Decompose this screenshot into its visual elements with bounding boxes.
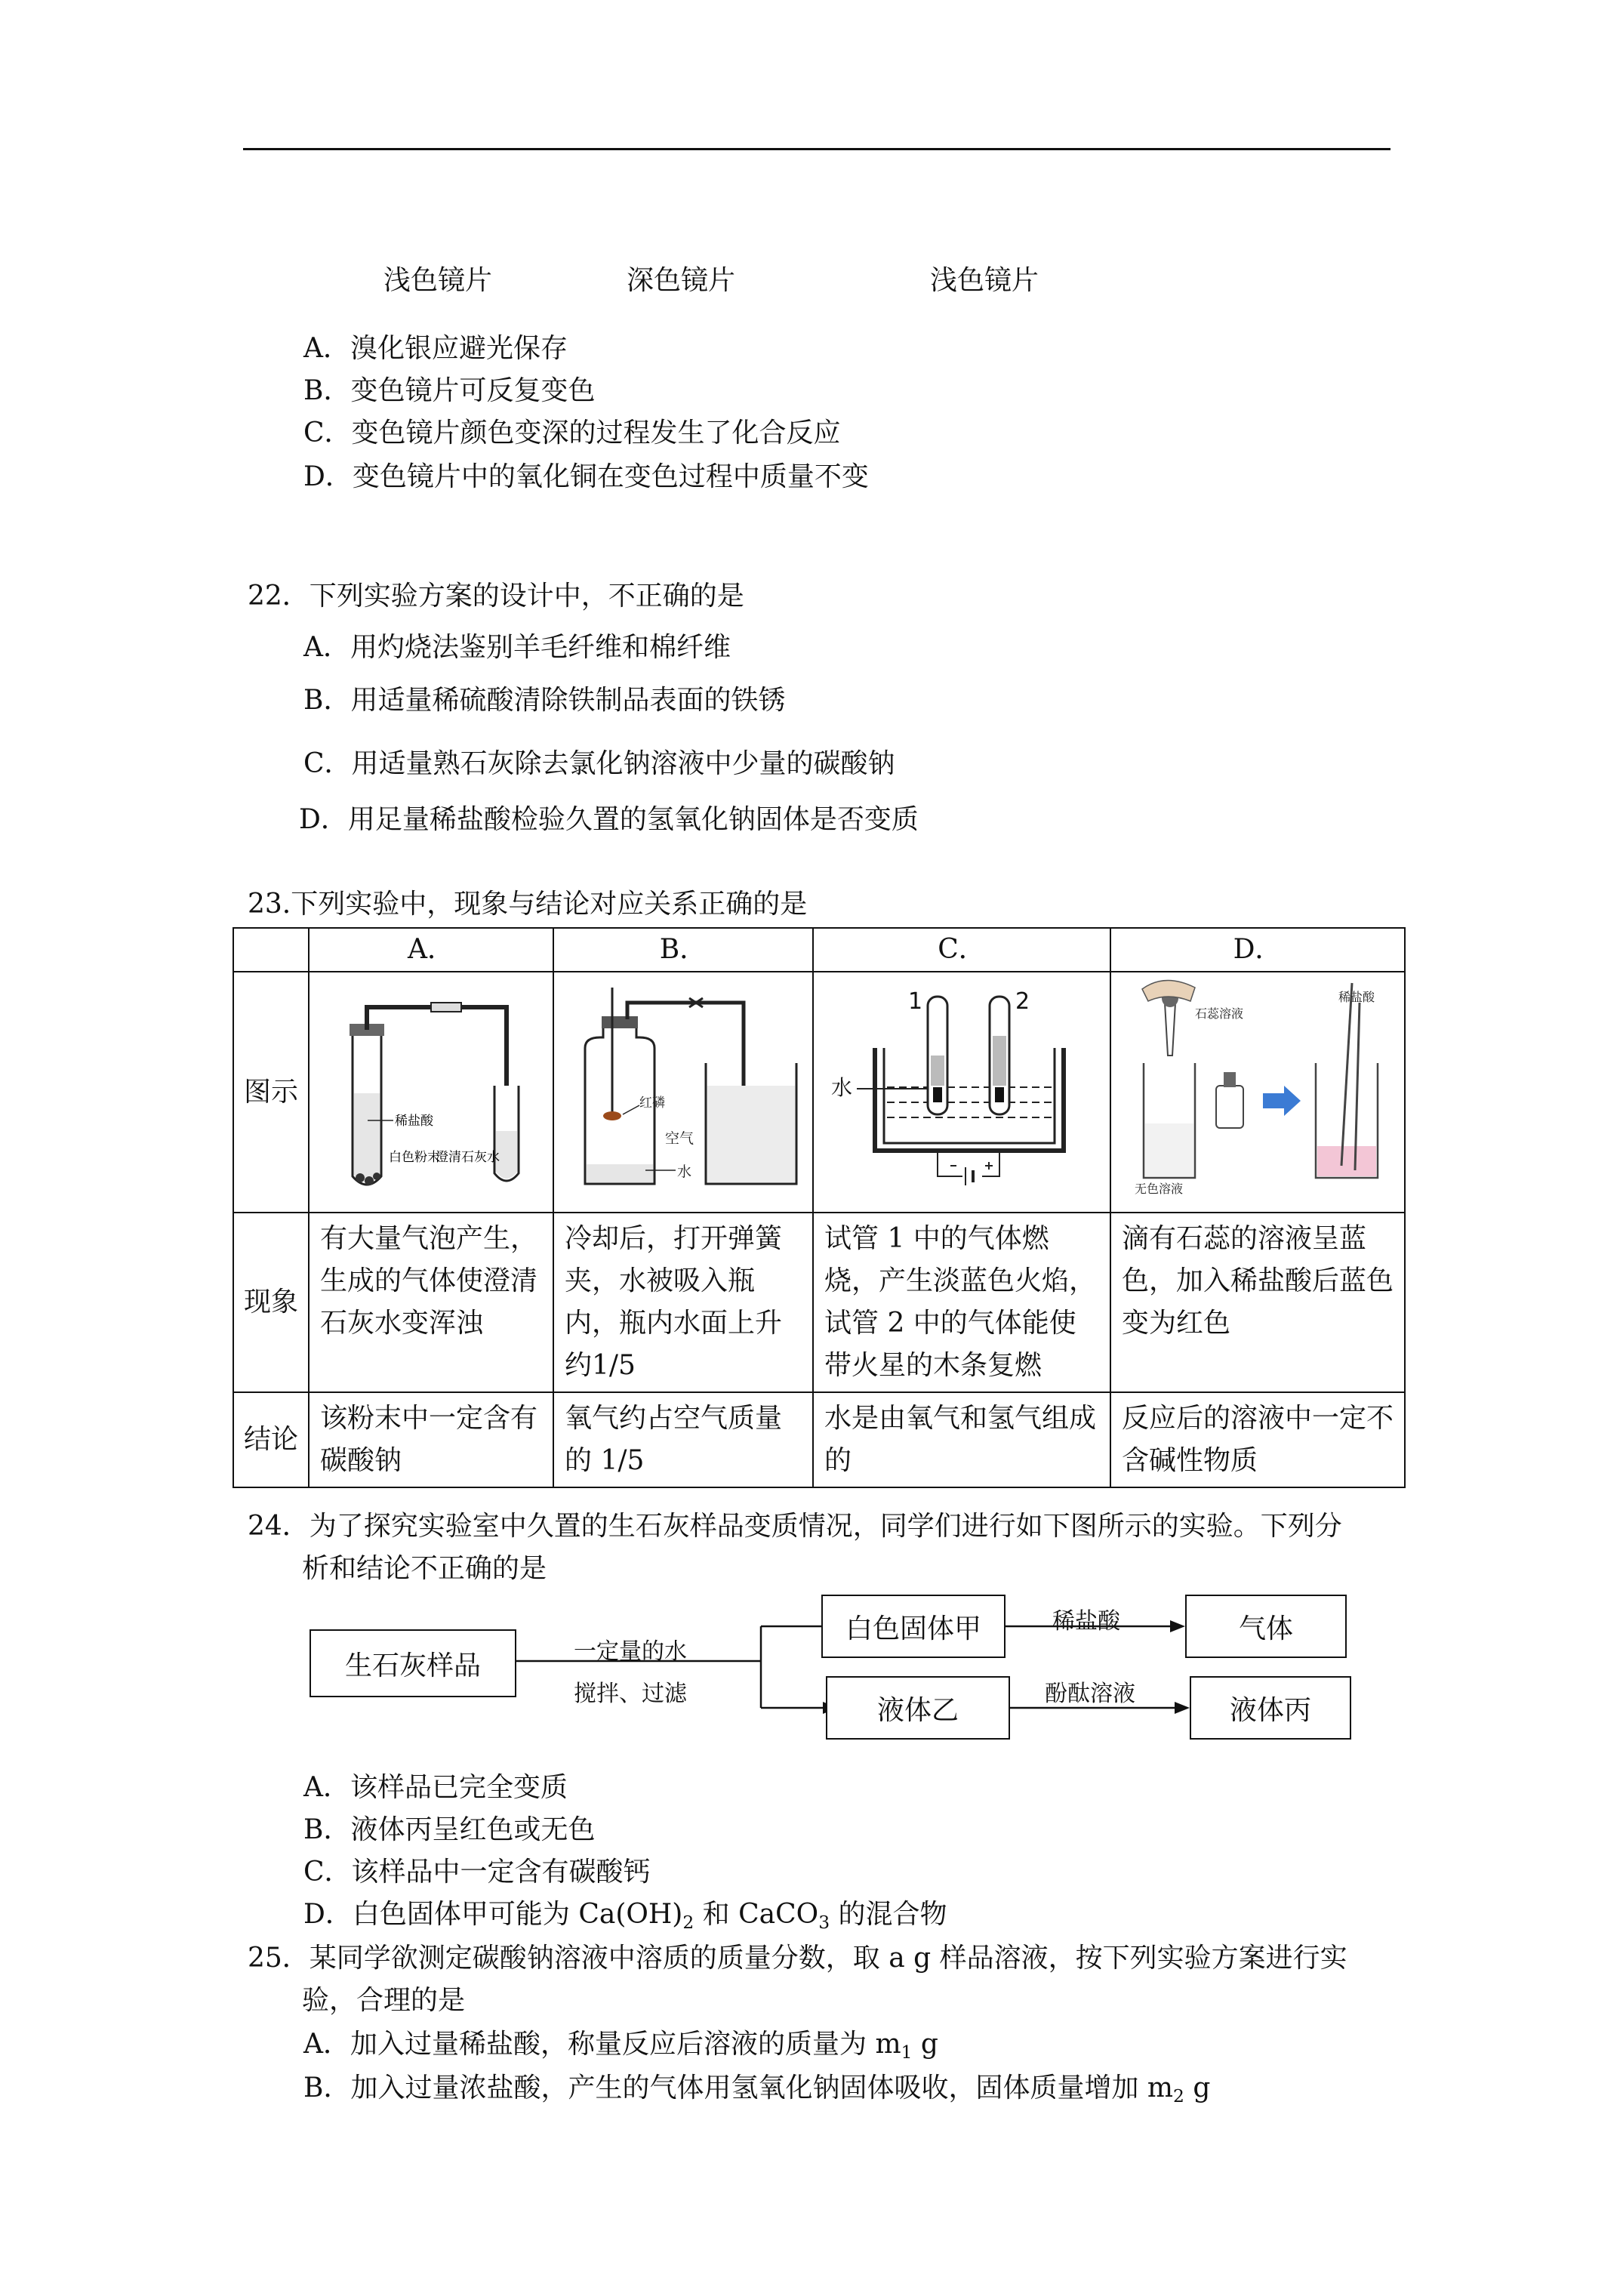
q22-stem: 22．下列实验方案的设计中，不正确的是: [248, 581, 744, 612]
q23-corner-cell: [233, 928, 309, 972]
trough-inner-wall: [884, 1048, 1055, 1143]
wire-right: [982, 1151, 999, 1176]
q24-stem-line2: 析和结论不正确的是: [302, 1553, 547, 1584]
q23-figure-c: [813, 972, 1110, 1213]
red-solution: [1317, 1146, 1376, 1176]
q24-stem-line1: 24．为了探究实验室中久置的生石灰样品变质情况，同学们进行如下图所示的实验。下列分: [248, 1511, 1342, 1542]
label-limewater: 澄清石灰水: [436, 1150, 500, 1165]
q23-table: [233, 927, 1406, 1488]
subscript: 2: [1173, 2085, 1184, 2107]
q23-conclusion-a: 该粉末中一定含有碳酸钠: [309, 1392, 553, 1487]
subscript: 2: [682, 1912, 694, 1934]
q24-option-d-mid: 和: [694, 1899, 739, 1930]
figure-a-apparatus: [310, 972, 552, 1199]
q25-stem-line1: 25．某同学欲测定碳酸钠溶液中溶质的质量分数，取 a g 样品溶液，按下列实验方案进行实: [248, 1943, 1347, 1974]
reagent-bottle: [1216, 1086, 1243, 1128]
q23-figure-b: [553, 972, 813, 1213]
electrode-2: [995, 1087, 1004, 1102]
label-dilute-hcl-d: 稀盐酸: [1338, 990, 1375, 1004]
flow-box-sample: 生石灰样品: [310, 1629, 516, 1697]
acid-liquid: [354, 1093, 380, 1182]
powder-particle: [356, 1173, 365, 1182]
q22-option-a: A．用灼烧法鉴别羊毛纤维和棉纤维: [303, 632, 731, 663]
formula-calcium-hydroxide: Ca(OH): [578, 1899, 683, 1930]
label-dilute-hcl: 稀盐酸: [395, 1114, 433, 1129]
q24-option-d: [303, 1898, 947, 1939]
q23-row-label-phenomenon: 现象: [233, 1213, 309, 1392]
flow-box-white-solid: 白色固体甲: [821, 1595, 1006, 1658]
lens-label-light-1: 浅色镜片: [383, 265, 493, 296]
label-water-c: 水: [831, 1075, 853, 1100]
q23-conclusion-d: 反应后的溶液中一定不含碱性物质: [1110, 1392, 1405, 1487]
tube-1-water: [931, 1056, 944, 1086]
q23-phenomenon-b: 冷却后，打开弹簧夹，水被吸入瓶内，瓶内水面上升约1/5: [553, 1213, 813, 1392]
q24-option-d-suffix: 的混合物: [830, 1899, 947, 1930]
dropper: [1165, 1003, 1175, 1056]
q23-phenomenon-d: 滴有石蕊的溶液呈蓝色，加入稀盐酸后蓝色变为红色: [1110, 1213, 1405, 1392]
electrode-1: [933, 1087, 942, 1102]
lens-label-dark: 深色镜片: [627, 265, 736, 296]
q23-phenomenon-a: 有大量气泡产生，生成的气体使澄清石灰水变浑浊: [309, 1213, 553, 1392]
q23-header-d: D．: [1110, 928, 1405, 972]
unit: g: [1184, 2073, 1211, 2103]
q23-stem: 23.下列实验中，现象与结论对应关系正确的是: [248, 889, 808, 920]
jar-water: [587, 1164, 653, 1182]
q21-option-a: A．溴化银应避光保存: [303, 333, 568, 364]
flow-label-phenolphthalein: 酚酞溶液: [1045, 1681, 1135, 1707]
flow-label-dilute-hcl: 稀盐酸: [1052, 1608, 1120, 1635]
bottle-cap: [1224, 1072, 1236, 1087]
q21-option-c: C．变色镜片颜色变深的过程发生了化合反应: [303, 418, 841, 448]
q25-stem-line2: 验，合理的是: [302, 1985, 466, 2016]
q23-header-a: A．: [309, 928, 553, 972]
beaker-water: [707, 1086, 795, 1182]
label-white-powder: 白色粉末: [389, 1150, 440, 1165]
powder-particle: [373, 1173, 380, 1180]
q23-header-b: B．: [553, 928, 813, 972]
q23-conclusion-c: 水是由氧气和氢气组成的: [813, 1392, 1110, 1487]
q22-option-d: D．用足量稀盐酸检验久置的氢氧化钠固体是否变质: [299, 804, 919, 835]
flow-label-stir-filter: 搅拌、过滤: [574, 1681, 687, 1707]
q23-conclusion-b: 氧气约占空气质量的 1/5: [553, 1392, 813, 1487]
arrow-icon: [1170, 1620, 1185, 1632]
arrow-icon: [1175, 1702, 1190, 1714]
tube-connector: [431, 1003, 461, 1012]
unit: g: [912, 2029, 938, 2060]
lens-label-light-2: 浅色镜片: [930, 265, 1039, 296]
flow-box-gas: 气体: [1185, 1595, 1347, 1658]
colorless-solution: [1145, 1123, 1193, 1176]
flow-label-water: 一定量的水: [574, 1638, 687, 1665]
wire-left: [938, 1151, 962, 1176]
label-tube-1: 1: [908, 988, 923, 1015]
formula-calcium-carbonate: CaCO: [738, 1899, 819, 1930]
q25-option-b: [303, 2072, 1210, 2113]
q23-figure-a: [309, 972, 553, 1213]
q24-option-b: B．液体丙呈红色或无色: [303, 1814, 596, 1845]
q25-option-a-text: A．加入过量稀盐酸，称量反应后溶液的质量为 m: [303, 2029, 901, 2060]
flow-box-liquid-c: 液体丙: [1190, 1676, 1351, 1740]
jar-stopper: [602, 1016, 638, 1028]
figure-d-litmus: [1112, 972, 1403, 1199]
q23-row-label-conclusion: 结论: [233, 1392, 309, 1487]
q24-option-c: C．该样品中一定含有碳酸钙: [303, 1857, 651, 1888]
water-trough: [875, 1048, 1064, 1151]
q25-option-b-text: B．加入过量浓盐酸，产生的气体用氢氧化钠固体吸收，固体质量增加 m: [303, 2073, 1174, 2103]
q21-option-b: B．变色镜片可反复变色: [303, 375, 596, 406]
delivery-tube-a: [367, 1007, 507, 1161]
tube-2-water: [993, 1036, 1006, 1086]
figure-c-electrolysis: [815, 972, 1109, 1199]
label-air: 空气: [665, 1130, 694, 1147]
flow-box-liquid-b: 液体乙: [826, 1676, 1010, 1740]
figure-b-apparatus: [555, 972, 812, 1199]
q23-header-c: C．: [813, 928, 1110, 972]
header-rule: [243, 148, 1390, 150]
red-phosphorus: [603, 1111, 621, 1120]
label-water-b: 水: [677, 1163, 692, 1180]
powder-particle: [365, 1176, 374, 1185]
label-red-phosphorus: 红磷: [639, 1096, 665, 1111]
label-litmus-solution: 石蕊溶液: [1195, 1006, 1244, 1021]
q22-option-c: C．用适量熟石灰除去氯化钠溶液中少量的碳酸钠: [303, 748, 895, 779]
q24-option-a: A．该样品已完全变质: [303, 1772, 568, 1803]
q23-row-label-figure: 图示: [233, 972, 309, 1213]
subscript: 1: [901, 2042, 913, 2063]
q23-phenomenon-c: 试管 1 中的气体燃烧，产生淡蓝色火焰，试管 2 中的气体能使带火星的木条复燃: [813, 1213, 1110, 1392]
q25-option-a: [303, 2028, 938, 2069]
q21-option-d: D．变色镜片中的氧化铜在变色过程中质量不变: [303, 461, 869, 492]
subscript: 3: [818, 1912, 830, 1934]
q23-figure-d: [1110, 972, 1405, 1213]
label-tube-2: 2: [1015, 988, 1030, 1015]
q24-option-d-prefix: D．白色固体甲可能为: [303, 1899, 579, 1930]
label-colorless-solution: 无色溶液: [1135, 1182, 1184, 1196]
q22-option-b: B．用适量稀硫酸清除铁制品表面的铁锈: [303, 685, 786, 716]
arrow-right-icon: [1263, 1086, 1301, 1116]
